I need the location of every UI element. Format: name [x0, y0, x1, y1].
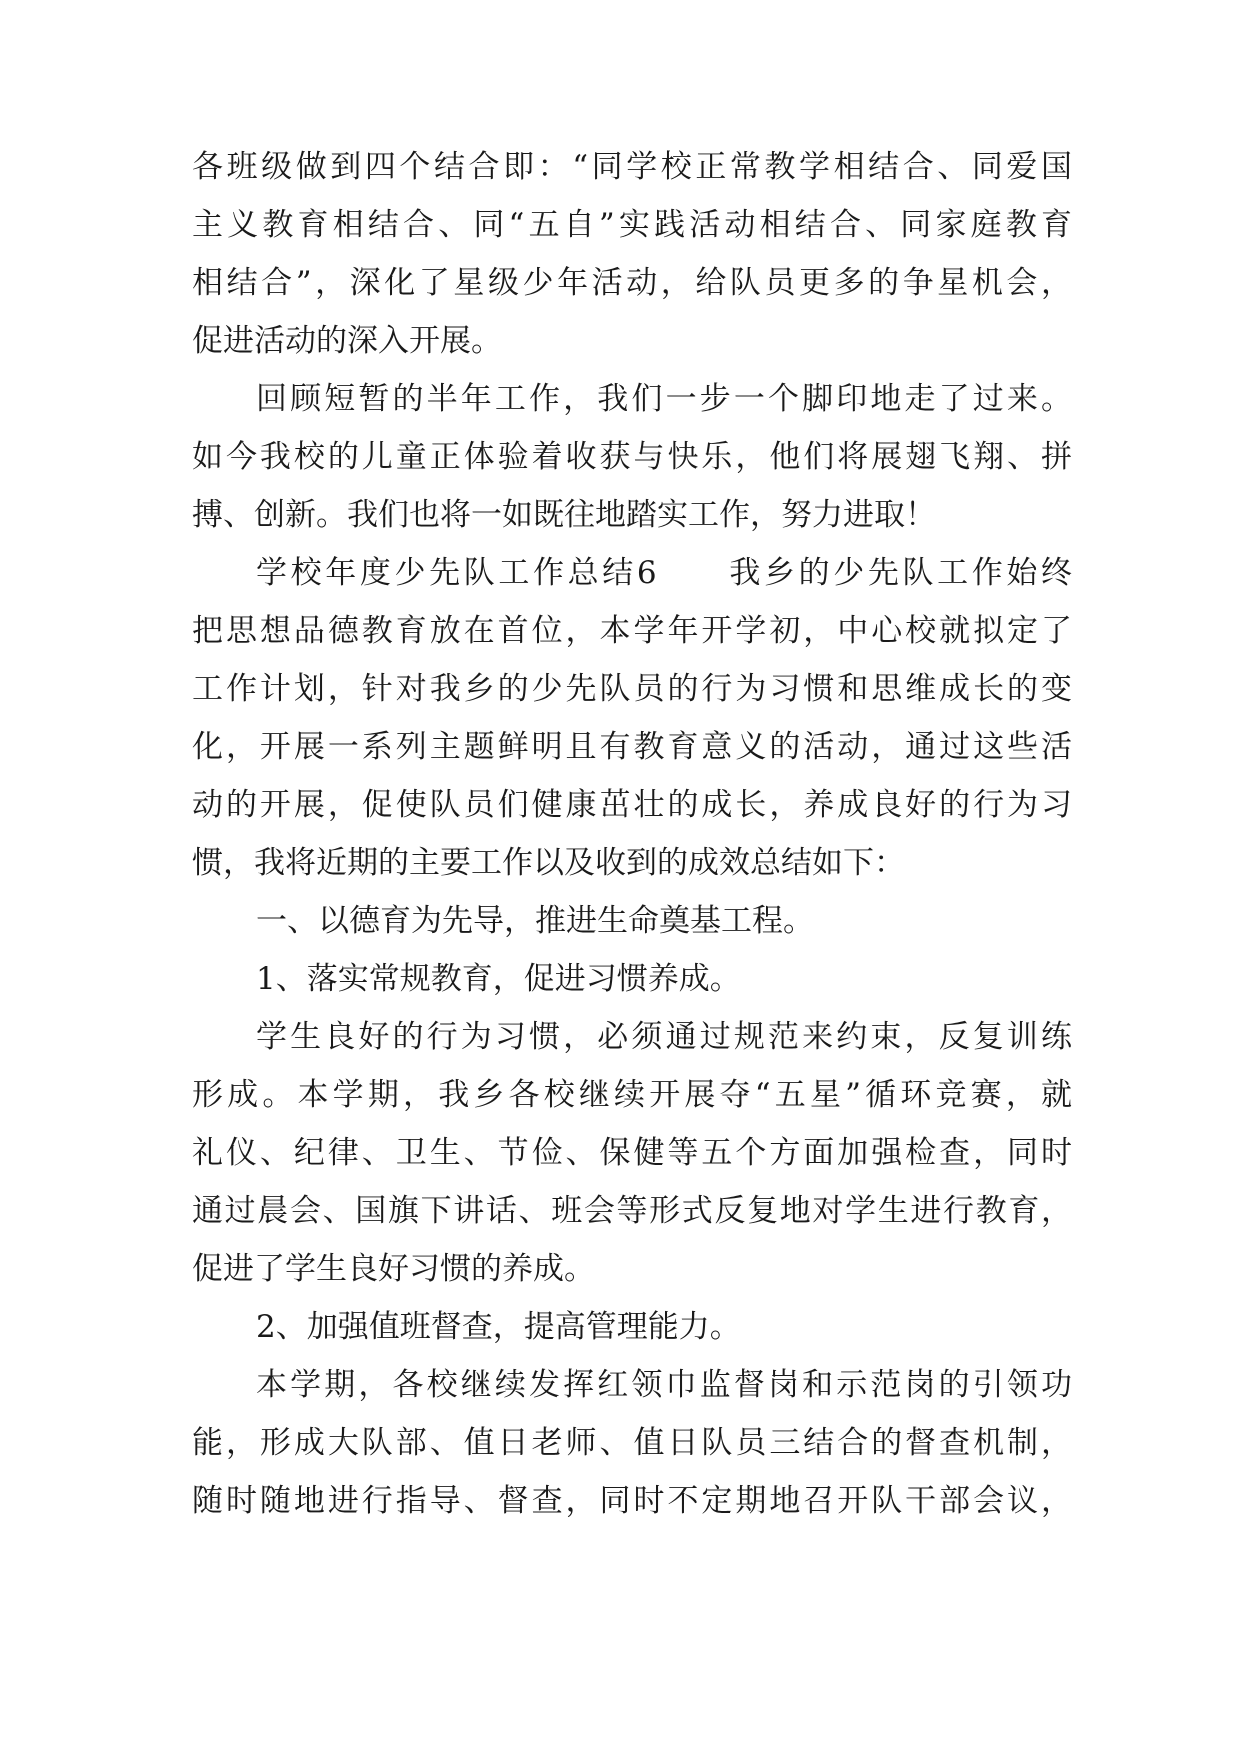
text-line: 搏、创新。我们也将一如既往地踏实工作，努力进取！ [192, 497, 936, 533]
text-line: 工作计划，针对我乡的少先队员的行为习惯和思维成长的变 [192, 671, 1072, 707]
text-line: 各班级做到四个结合即：“同学校正常教学相结合、同爱国 [192, 149, 1072, 185]
text-line: 把思想品德教育放在首位，本学年开学初，中心校就拟定了 [192, 613, 1072, 649]
text-line: 惯，我将近期的主要工作以及收到的成效总结如下： [192, 845, 905, 881]
section-heading-line: 学校年度少先队工作总结6 我乡的少先队工作始终 [256, 555, 1072, 591]
text-line: 促进了学生良好习惯的养成。 [192, 1251, 595, 1287]
text-line: 如今我校的儿童正体验着收获与快乐，他们将展翅飞翔、拼 [192, 439, 1072, 475]
text-line: 回顾短暂的半年工作，我们一步一个脚印地走了过来。 [256, 381, 1072, 417]
subsection-heading-line: 1、落实常规教育，促进习惯养成。 [256, 961, 741, 997]
subsection-heading-line: 2、加强值班督查，提高管理能力。 [256, 1309, 741, 1345]
text-line: 礼仪、纪律、卫生、节俭、保健等五个方面加强检查，同时 [192, 1135, 1072, 1171]
text-line: 随时随地进行指导、督查，同时不定期地召开队干部会议， [192, 1483, 1072, 1519]
section-heading-line: 一、以德育为先导，推进生命奠基工程。 [256, 903, 814, 939]
text-line: 通过晨会、国旗下讲话、班会等形式反复地对学生进行教育， [192, 1193, 1072, 1229]
text-line: 动的开展，促使队员们健康茁壮的成长，养成良好的行为习 [192, 787, 1072, 823]
text-line: 本学期，各校继续发挥红领巾监督岗和示范岗的引领功 [256, 1367, 1072, 1403]
text-line: 学生良好的行为习惯，必须通过规范来约束，反复训练 [256, 1019, 1072, 1055]
text-line: 形成。本学期，我乡各校继续开展夺“五星”循环竞赛，就 [192, 1077, 1072, 1113]
text-line: 能，形成大队部、值日老师、值日队员三结合的督查机制， [192, 1425, 1072, 1461]
text-line: 化，开展一系列主题鲜明且有教育意义的活动，通过这些活 [192, 729, 1072, 765]
text-line: 促进活动的深入开展。 [192, 323, 502, 359]
text-line: 相结合”，深化了星级少年活动，给队员更多的争星机会， [192, 265, 1072, 301]
text-line: 主义教育相结合、同“五自”实践活动相结合、同家庭教育 [192, 207, 1072, 243]
